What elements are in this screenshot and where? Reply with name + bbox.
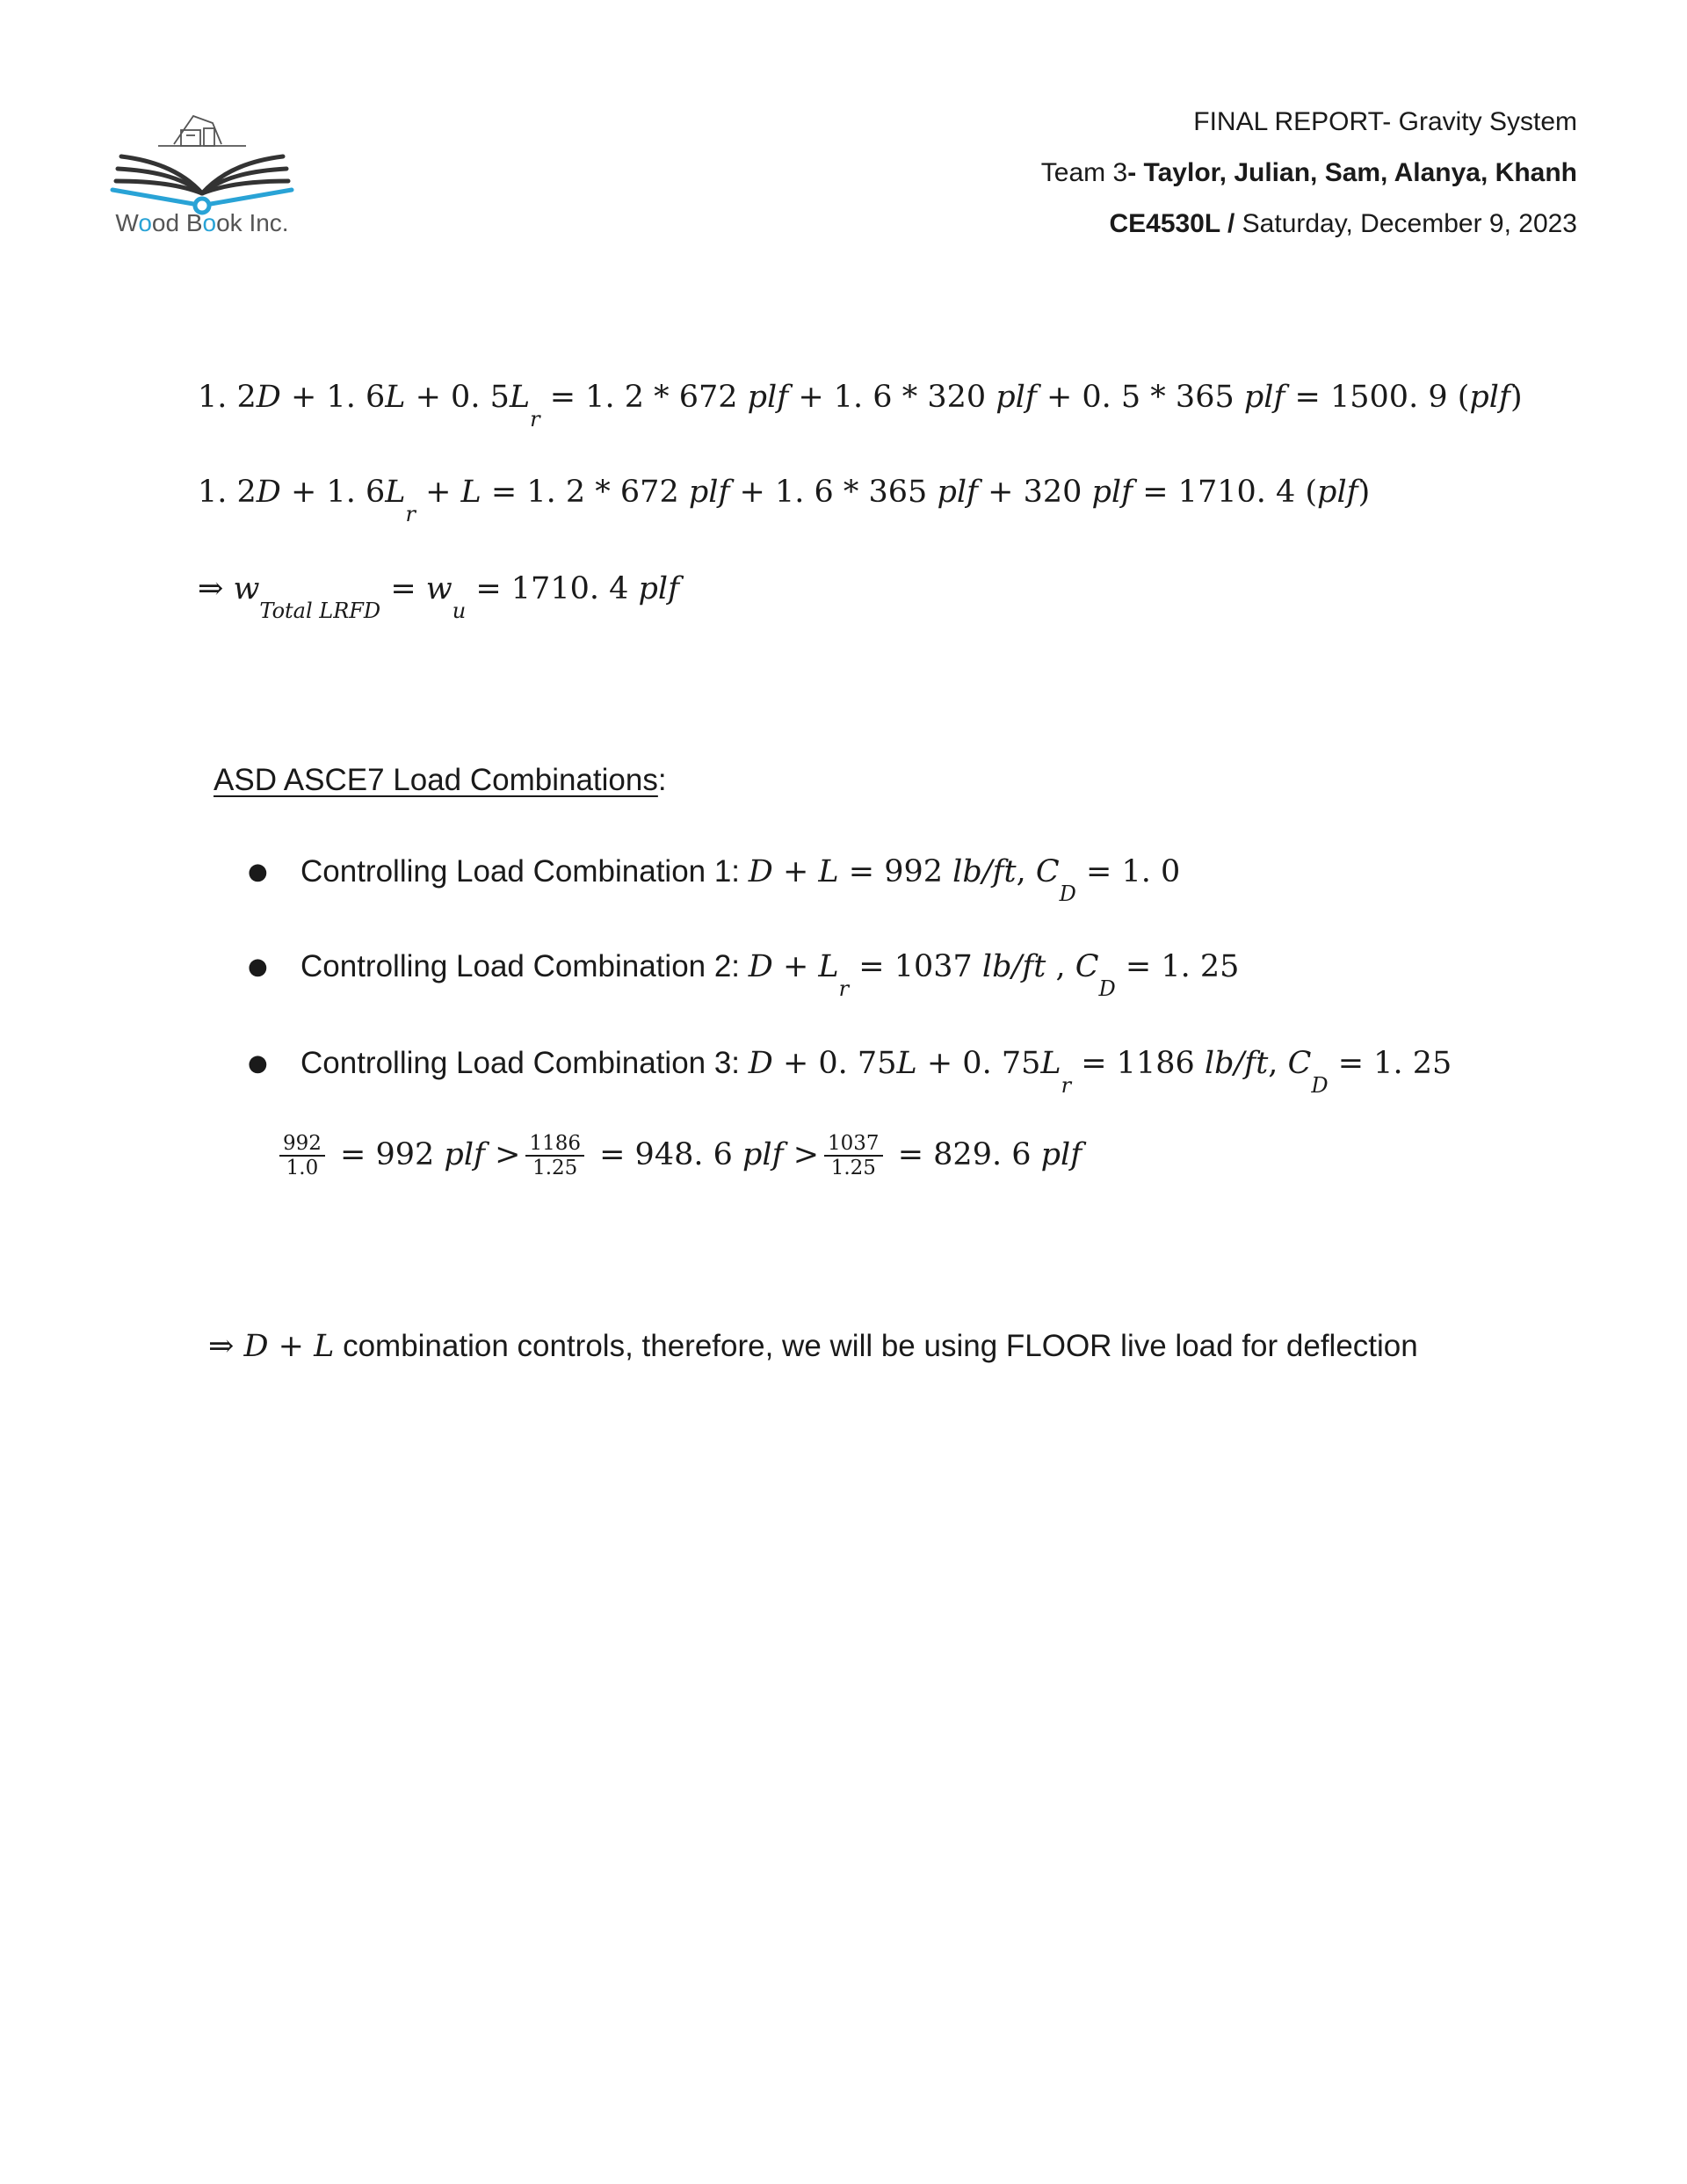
fraction: $\frac{992}{1.0}$ <box>279 1132 325 1180</box>
report-title: FINAL REPORT- Gravity System <box>1193 107 1577 136</box>
ratio-comparison: $\frac{992}{1.0}$ = 992 plf > $\frac{1186}{1.25}$ = 948. 6 plf > $\frac{1037}{1.25}$ = 829. 6 plf <box>274 1132 1082 1180</box>
lrfd-equation-2: 1. 2D + 1. $6L_r + L = 1$. 2 * 672 plf + 1. 6 * 365 plf + 320 plf = 1710. 4 (plf) <box>198 475 1371 526</box>
conclusion: ⇒ D + L combination controls, therefore, we will be using FLOOR live load for deflection <box>208 1329 1418 1364</box>
fraction: $\frac{1186}{1.25}$ <box>525 1132 584 1180</box>
fraction: $\frac{1037}{1.25}$ <box>824 1132 883 1180</box>
list-item: ● Controlling Load Combination 2: $D + L_r = 1037$ lb/ft , $C_D = 1$. 25 <box>248 949 1240 1001</box>
team-line: Team 3- Taylor, Julian, Sam, Alanya, Khanh <box>1040 158 1577 187</box>
lrfd-equation-1: 1. 2D + 1. 6L + 0. $5L_r = 1$. 2 * 672 plf + 1. 6 * 320 plf + 0. 5 * 365 plf = 1500. 9 (plf) <box>198 380 1523 432</box>
bullet-icon: ● <box>248 954 268 980</box>
list-item: ● Controlling Load Combination 3: D + 0. 75L + 0. $75L_r = 1186$ lb/ft, $C_D = 1$. 25 <box>248 1046 1452 1098</box>
bullet-icon: ● <box>248 1050 268 1077</box>
list-item: ● Controlling Load Combination 1: D + L = 992 lb/ft, $C_D = 1$. 0 <box>248 854 1181 906</box>
lrfd-result: ⇒ $w_{Total LRFD} = w_u = 1710$. 4 plf <box>198 571 680 623</box>
course-date-line: CE4530L / Saturday, December 9, 2023 <box>1109 209 1577 238</box>
asd-heading: ASD ASCE7 Load Combinations: <box>214 763 667 797</box>
company-name: Wood Book Inc. <box>115 209 289 236</box>
bullet-icon: ● <box>248 859 268 885</box>
